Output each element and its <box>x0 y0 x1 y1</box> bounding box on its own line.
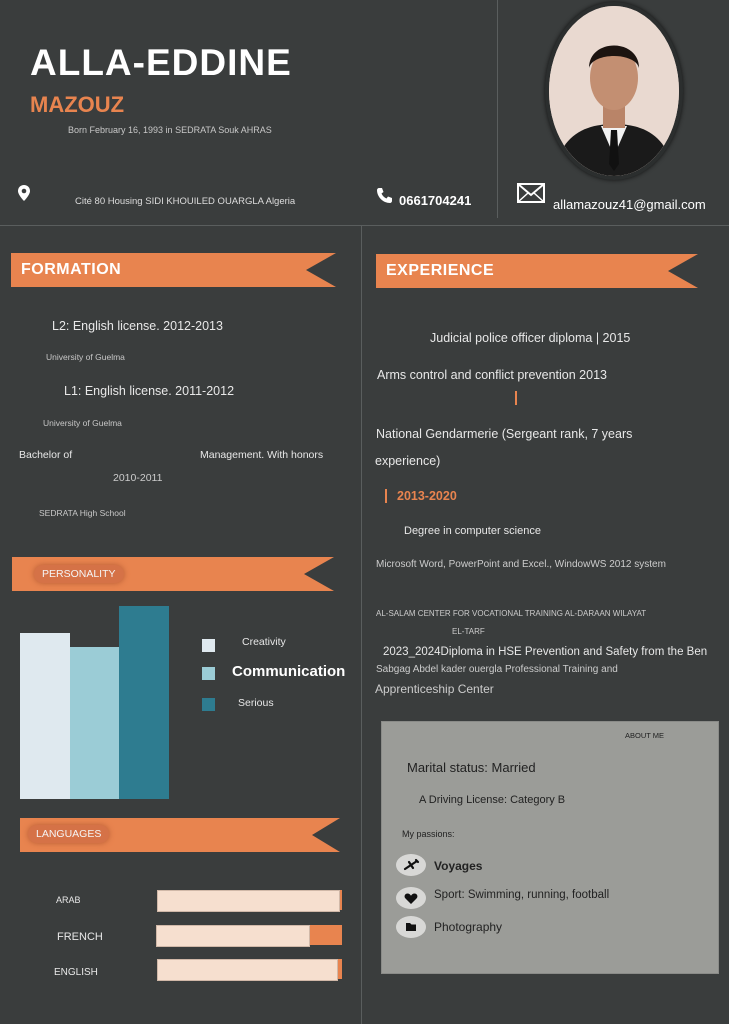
exp-line-10: 2023_2024Diploma in HSE Prevention and Safety from the Ben <box>383 646 708 658</box>
exp-orange-marker <box>515 391 517 405</box>
about-title: ABOUT ME <box>625 731 665 740</box>
exp-years-marker <box>385 489 387 503</box>
folder-icon <box>396 916 426 938</box>
languages-title: LANGUAGES <box>28 825 109 843</box>
driving-license: A Driving License: Category B <box>419 794 566 806</box>
bachelor-school: SEDRATA High School <box>39 508 126 518</box>
profile-photo <box>545 2 683 180</box>
bar-communication <box>70 647 119 799</box>
legend-serious: Serious <box>238 697 274 709</box>
bachelor-years: 2010-2011 <box>113 472 163 484</box>
divider-horizontal <box>0 225 729 226</box>
exp-line-3: National Gendarmerie (Sergeant rank, 7 years <box>376 427 633 441</box>
envelope-icon <box>517 183 545 208</box>
passion-sport: Sport: Swimming, running, football <box>434 889 610 901</box>
divider-main-vertical <box>361 225 362 1024</box>
exp-line-7: Microsoft Word, PowerPoint and Excel., WindowWS 2012 system <box>376 559 666 570</box>
formation-school-1: University of Guelma <box>46 352 125 362</box>
bachelor-detail: Management. With honors <box>200 449 324 461</box>
phone-icon <box>376 187 393 209</box>
passion-voyages: Voyages <box>434 859 483 873</box>
bachelor-label: Bachelor of <box>19 449 73 461</box>
experience-title: EXPERIENCE <box>386 262 495 279</box>
formation-degree-1: L2: English license. 2012-2013 <box>52 319 223 333</box>
phone-number[interactable]: 0661704241 <box>399 193 472 208</box>
exp-line-1: Judicial police officer diploma | 2015 <box>430 331 631 345</box>
experience-ribbon <box>376 254 698 288</box>
formation-title: FORMATION <box>21 261 122 278</box>
exp-line-11: Sabgag Abdel kader ouergla Professional Training and <box>376 664 618 675</box>
exp-line-2: Arms control and conflict prevention 2013 <box>377 368 607 382</box>
birth-info: Born February 16, 1993 in SEDRATA Souk AHRAS <box>68 125 272 135</box>
about-me-box <box>381 721 719 974</box>
email-address[interactable]: allamazouz41@gmail.com <box>553 197 706 212</box>
legend-creativity-swatch <box>202 639 215 652</box>
address: Cité 80 Housing SIDI KHOUILED OUARGLA Algeria <box>75 196 296 207</box>
last-name: MAZOUZ <box>30 92 125 117</box>
lang-english-bar <box>157 959 338 981</box>
heart-icon <box>396 887 426 909</box>
formation-ribbon <box>11 253 336 287</box>
exp-line-9: EL-TARF <box>452 627 485 636</box>
plane-icon <box>396 854 426 876</box>
bar-creativity <box>20 633 70 799</box>
passions-label: My passions: <box>402 829 455 839</box>
exp-line-6: Degree in computer science <box>404 525 541 537</box>
exp-line-8: AL-SALAM CENTER FOR VOCATIONAL TRAINING AL-DARAAN WILAYAT <box>376 609 647 618</box>
exp-line-12: Apprenticeship Center <box>375 682 494 696</box>
exp-years: 2013-2020 <box>397 489 457 503</box>
formation-school-2: University of Guelma <box>43 418 122 428</box>
marital-status: Marital status: Married <box>407 760 536 775</box>
lang-french: FRENCH <box>57 931 103 943</box>
legend-creativity: Creativity <box>242 636 286 648</box>
first-name: ALLA-EDDINE <box>30 42 292 83</box>
personality-chart <box>20 606 170 799</box>
lang-arab-bar <box>157 890 340 912</box>
lang-french-bar <box>156 925 310 947</box>
location-icon <box>18 185 30 206</box>
bar-serious <box>119 606 169 799</box>
personality-title: PERSONALITY <box>34 565 124 583</box>
exp-line-4: experience) <box>375 454 441 468</box>
passion-photography: Photography <box>434 920 503 934</box>
legend-serious-swatch <box>202 698 215 711</box>
divider-top-vertical <box>497 0 498 218</box>
lang-arab: ARAB <box>56 895 81 905</box>
legend-communication-swatch <box>202 667 215 680</box>
lang-english: ENGLISH <box>54 967 98 978</box>
formation-degree-2: L1: English license. 2011-2012 <box>64 384 235 398</box>
legend-communication: Communication <box>232 663 346 680</box>
